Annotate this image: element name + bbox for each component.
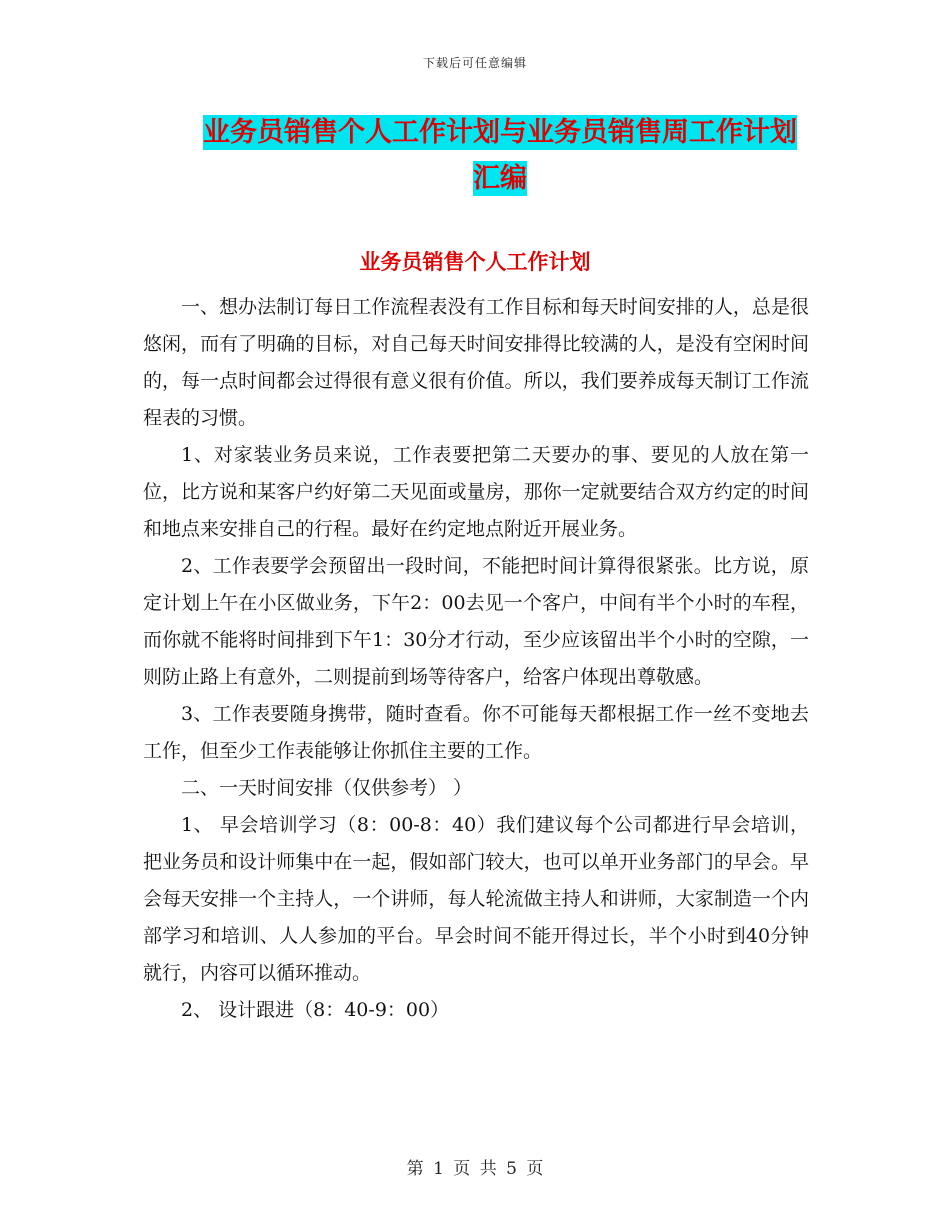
paragraph: 2、 设计跟进（8：40-9：00） <box>181 999 450 1021</box>
paragraph: 3、工作表要随身携带，随时查看。你不可能每天都根据工作一丝不变地去工作，但至少工作表能够让你抓住主要的工作。 <box>143 703 809 762</box>
document-title <box>190 110 810 202</box>
document-title-text: 业务员销售个人工作计划与业务员销售周工作计划汇编 <box>203 117 797 194</box>
paragraph: 1、对家装业务员来说，工作表要把第二天要办的事、要见的人放在第一位，比方说和某客户约好第二天见面或量房，那你一定就要结合双方约定的时间和地点来安排自己的行程。最好在约定地点附近开展业务。 <box>143 444 809 540</box>
paragraph: 1、 早会培训学习（8：00-8：40）我们建议每个公司都进行早会培训，把业务员和设计师集中在一起，假如部门较大，也可以单开业务部门的早会。早会每天安排一个主持人，一个讲师，每人轮流做主持人和讲师，大家制造一个内部学习和培训、人人参加的平台。早会时间不能开得过长，半个小时到40分钟就行，内容可以循环推动。 <box>143 814 809 984</box>
paragraph: 一、想办法制订每日工作流程表没有工作目标和每天时间安排的人，总是很悠闲，而有了明确的目标，对自己每天时间安排得比较满的人，是没有空闲时间的，每一点时间都会过得很有意义很有价值。所以，我们要养成每天制订工作流程表的习惯。 <box>143 296 809 429</box>
page-number-footer: 第 1 页 共 5 页 <box>406 1159 544 1179</box>
paragraph: 2、工作表要学会预留出一段时间，不能把时间计算得很紧张。比方说，原定计划上午在小区做业务，下午2：00去见一个客户，中间有半个小时的车程，而你就不能将时间排到下午1：30分才行动，至少应该留出半个小时的空隙，一则防止路上有意外，二则提前到场等待客户，给客户体现出尊敬感。 <box>143 555 809 688</box>
section-title: 业务员销售个人工作计划 <box>359 250 591 274</box>
header-note: 下载后可任意编辑 <box>422 56 527 70</box>
paragraph: 二、一天时间安排（仅供参考） ） <box>181 777 473 799</box>
document-body <box>143 289 809 1029</box>
